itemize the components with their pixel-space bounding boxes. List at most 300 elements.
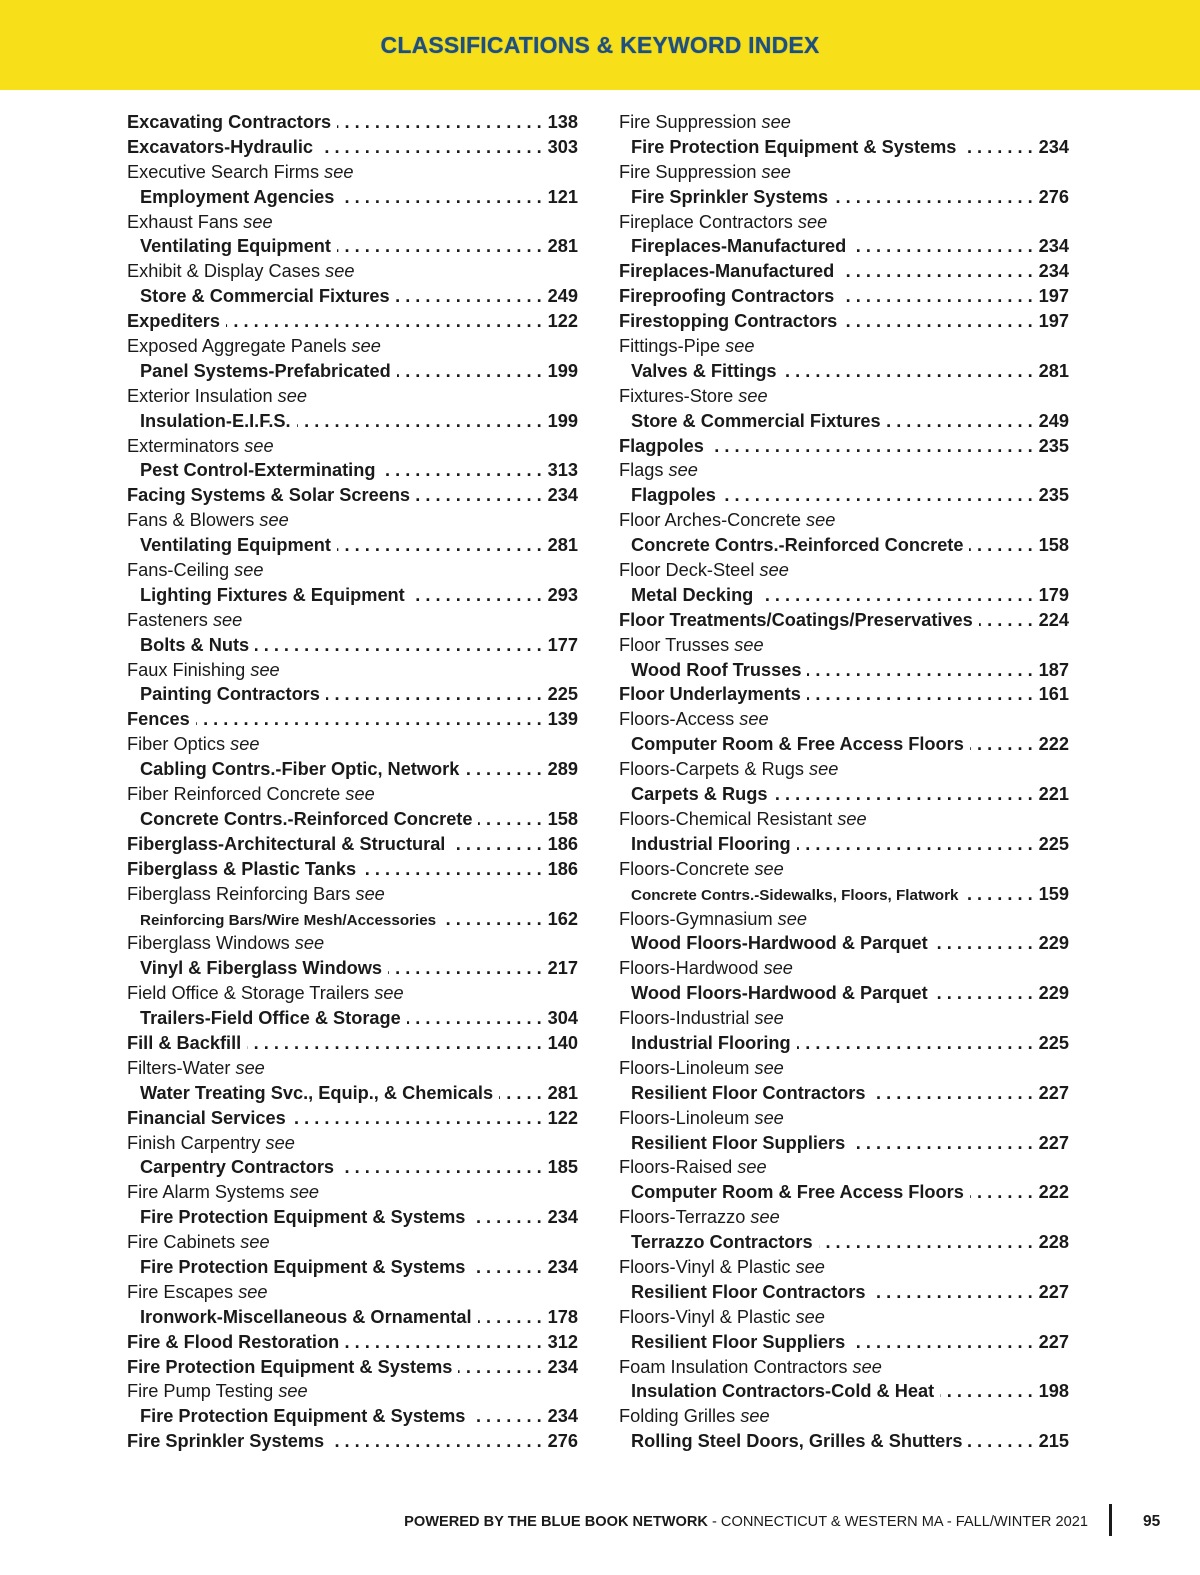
dot-leader bbox=[940, 1379, 1033, 1404]
entry-label: Pest Control-Exterminating bbox=[140, 460, 376, 481]
index-see-target bbox=[619, 583, 1069, 608]
entry-page-number: 234 bbox=[547, 1356, 578, 1377]
index-cross-reference bbox=[619, 1355, 1069, 1380]
see-label: see bbox=[806, 510, 836, 531]
index-see-target bbox=[619, 782, 1069, 807]
index-cross-reference bbox=[127, 1230, 578, 1255]
see-label: see bbox=[212, 609, 243, 630]
index-see-target bbox=[619, 409, 1069, 434]
ref-term: Foam Insulation Contractors bbox=[619, 1356, 848, 1377]
header-banner bbox=[0, 0, 1200, 90]
index-cross-reference bbox=[619, 757, 1069, 782]
entry-label: Fill & Backfill bbox=[127, 1032, 242, 1053]
entry-page-number: 235 bbox=[1038, 485, 1069, 506]
ref-term: Fireplace Contractors bbox=[619, 211, 793, 232]
entry-page-number: 197 bbox=[1038, 286, 1069, 307]
entry-label: Valves & Fittings bbox=[631, 360, 777, 381]
index-entry bbox=[619, 608, 1069, 633]
index-cross-reference bbox=[619, 707, 1069, 732]
entry-label: Lighting Fixtures & Equipment bbox=[140, 584, 405, 605]
index-entry bbox=[127, 1429, 578, 1454]
index-see-target bbox=[619, 359, 1069, 384]
entry-label: Cabling Contrs.-Fiber Optic, Network bbox=[140, 759, 460, 780]
entry-label: Resilient Floor Suppliers bbox=[631, 1331, 846, 1352]
entry-label: Facing Systems & Solar Screens bbox=[127, 485, 411, 506]
index-cross-reference bbox=[619, 633, 1069, 658]
entry-label: Resilient Floor Suppliers bbox=[631, 1132, 846, 1153]
entry-page-number: 159 bbox=[1038, 883, 1069, 904]
see-label: see bbox=[277, 385, 307, 406]
dot-leader bbox=[388, 956, 542, 981]
index-cross-reference bbox=[619, 1106, 1069, 1131]
index-cross-reference bbox=[127, 931, 578, 956]
index-see-target bbox=[619, 483, 1069, 508]
dot-leader bbox=[840, 284, 1032, 309]
page-title: CLASSIFICATIONS & KEYWORD INDEX bbox=[380, 31, 820, 58]
ref-term: Fire Alarm Systems bbox=[127, 1182, 285, 1203]
see-label: see bbox=[294, 933, 325, 954]
index-see-target bbox=[127, 1305, 578, 1330]
index-see-target bbox=[127, 409, 578, 434]
see-label: see bbox=[351, 336, 381, 357]
ref-term: Flags bbox=[619, 460, 664, 481]
index-cross-reference bbox=[619, 160, 1069, 185]
dot-leader bbox=[319, 135, 542, 160]
footer-edition: - CONNECTICUT & WESTERN MA - FALL/WINTER 2021 bbox=[707, 1514, 1088, 1530]
see-label: see bbox=[763, 958, 793, 979]
dot-leader bbox=[340, 185, 541, 210]
index-entry bbox=[127, 707, 578, 732]
see-label: see bbox=[740, 1406, 770, 1427]
entry-label: Ironwork-Miscellaneous & Ornamental bbox=[140, 1306, 472, 1327]
entry-page-number: 235 bbox=[1038, 435, 1069, 456]
index-entry bbox=[619, 259, 1069, 284]
entry-label: Fire Sprinkler Systems bbox=[127, 1431, 325, 1452]
see-label: see bbox=[240, 1232, 270, 1253]
entry-label: Insulation-E.I.F.S. bbox=[140, 410, 291, 431]
ref-term: Exterminators bbox=[127, 435, 240, 456]
index-see-target bbox=[619, 1280, 1069, 1305]
ref-term: Floor Arches-Concrete bbox=[619, 510, 801, 531]
index-see-target bbox=[619, 1230, 1069, 1255]
ref-term: Fire Suppression bbox=[619, 161, 757, 182]
see-label: see bbox=[324, 161, 354, 182]
see-label: see bbox=[235, 1057, 265, 1078]
entry-page-number: 224 bbox=[1038, 609, 1069, 630]
dot-leader bbox=[345, 1330, 541, 1355]
index-see-target bbox=[127, 682, 578, 707]
see-label: see bbox=[668, 460, 698, 481]
index-see-target bbox=[127, 807, 578, 832]
index-see-target bbox=[619, 1180, 1069, 1205]
entry-label: Industrial Flooring bbox=[631, 833, 791, 854]
see-label: see bbox=[761, 161, 791, 182]
index-see-target bbox=[127, 185, 578, 210]
dot-leader bbox=[773, 782, 1032, 807]
entry-page-number: 276 bbox=[1038, 186, 1069, 207]
see-label: see bbox=[259, 510, 289, 531]
see-label: see bbox=[754, 1107, 784, 1128]
entry-label: Trailers-Field Office & Storage bbox=[140, 1008, 401, 1029]
dot-leader bbox=[255, 633, 542, 658]
index-entry bbox=[619, 434, 1069, 459]
see-label: see bbox=[809, 759, 839, 780]
dot-leader bbox=[851, 1330, 1032, 1355]
dot-leader bbox=[968, 1429, 1032, 1454]
index-cross-reference bbox=[619, 807, 1069, 832]
entry-page-number: 186 bbox=[547, 833, 578, 854]
ref-term: Floors-Linoleum bbox=[619, 1107, 750, 1128]
entry-page-number: 186 bbox=[547, 858, 578, 879]
entry-label: Fireplaces-Manufactured bbox=[619, 261, 835, 282]
dot-leader bbox=[247, 1031, 541, 1056]
index-see-target bbox=[127, 1205, 578, 1230]
entry-label: Reinforcing Bars/Wire Mesh/Accessories bbox=[140, 911, 437, 929]
entry-label: Floor Underlayments bbox=[619, 684, 801, 705]
entry-page-number: 234 bbox=[547, 1256, 578, 1277]
page-number: 95 bbox=[1143, 1513, 1161, 1530]
entry-page-number: 158 bbox=[547, 808, 578, 829]
entry-label: Wood Floors-Hardwood & Parquet bbox=[631, 983, 928, 1004]
dot-leader bbox=[970, 1180, 1033, 1205]
entry-page-number: 249 bbox=[547, 286, 578, 307]
entry-page-number: 222 bbox=[1038, 734, 1069, 755]
dot-leader bbox=[969, 533, 1032, 558]
dot-leader bbox=[465, 757, 541, 782]
entry-page-number: 228 bbox=[1038, 1232, 1069, 1253]
index-cross-reference bbox=[619, 1305, 1069, 1330]
entry-label: Expediters bbox=[127, 311, 220, 332]
dot-leader bbox=[471, 1205, 541, 1230]
index-cross-reference bbox=[127, 1056, 578, 1081]
index-cross-reference bbox=[127, 160, 578, 185]
dot-leader bbox=[292, 1106, 542, 1131]
entry-page-number: 162 bbox=[547, 908, 578, 929]
see-label: see bbox=[325, 261, 355, 282]
ref-term: Filters-Water bbox=[127, 1057, 231, 1078]
entry-label: Fireproofing Contractors bbox=[619, 286, 835, 307]
see-label: see bbox=[737, 1157, 767, 1178]
see-label: see bbox=[230, 734, 260, 755]
entry-label: Wood Floors-Hardwood & Parquet bbox=[631, 933, 928, 954]
entry-page-number: 122 bbox=[547, 311, 578, 332]
see-label: see bbox=[797, 211, 828, 232]
entry-label: Concrete Contrs.-Reinforced Concrete bbox=[631, 535, 964, 556]
index-cross-reference bbox=[619, 857, 1069, 882]
entry-label: Excavating Contractors bbox=[127, 112, 332, 132]
see-label: see bbox=[761, 112, 791, 132]
dot-leader bbox=[797, 1031, 1033, 1056]
see-label: see bbox=[852, 1356, 882, 1377]
see-label: see bbox=[725, 336, 755, 357]
dot-leader bbox=[710, 434, 1033, 459]
dot-leader bbox=[442, 907, 542, 932]
entry-page-number: 185 bbox=[547, 1157, 578, 1178]
see-label: see bbox=[238, 1281, 268, 1302]
index-cross-reference bbox=[619, 458, 1069, 483]
dot-leader bbox=[807, 682, 1033, 707]
entry-label: Excavators-Hydraulic bbox=[127, 136, 314, 157]
entry-page-number: 281 bbox=[547, 535, 578, 556]
dot-leader bbox=[451, 832, 541, 857]
index-see-target bbox=[619, 981, 1069, 1006]
entry-label: Painting Contractors bbox=[140, 684, 320, 705]
entry-page-number: 158 bbox=[1038, 535, 1069, 556]
entry-label: Concrete Contrs.-Reinforced Concrete bbox=[140, 808, 473, 829]
ref-term: Floors-Industrial bbox=[619, 1008, 750, 1029]
entry-page-number: 249 bbox=[1038, 410, 1069, 431]
index-cross-reference bbox=[619, 1155, 1069, 1180]
entry-label: Panel Systems-Prefabricated bbox=[140, 360, 391, 381]
index-column-left bbox=[127, 110, 578, 1454]
index-see-target bbox=[127, 1404, 578, 1429]
index-see-target bbox=[619, 1379, 1069, 1404]
index-cross-reference bbox=[127, 334, 578, 359]
ref-term: Fire Cabinets bbox=[127, 1232, 236, 1253]
index-cross-reference bbox=[127, 658, 578, 683]
ref-term: Fiberglass Windows bbox=[127, 933, 290, 954]
entry-page-number: 303 bbox=[547, 136, 578, 157]
ref-term: Exterior Insulation bbox=[127, 385, 273, 406]
dot-leader bbox=[807, 658, 1032, 683]
dot-leader bbox=[458, 1355, 541, 1380]
index-entry bbox=[127, 857, 578, 882]
dot-leader bbox=[471, 1255, 541, 1280]
footer-network: POWERED BY THE BLUE BOOK NETWORK bbox=[404, 1514, 708, 1530]
index-cross-reference bbox=[619, 110, 1069, 135]
entry-page-number: 222 bbox=[1038, 1182, 1069, 1203]
index-entry bbox=[127, 1031, 578, 1056]
index-see-target bbox=[127, 1081, 578, 1106]
index-see-target bbox=[619, 658, 1069, 683]
index-see-target bbox=[127, 1155, 578, 1180]
ref-term: Fiberglass Reinforcing Bars bbox=[127, 883, 351, 904]
index-cross-reference bbox=[619, 1205, 1069, 1230]
dot-leader bbox=[337, 533, 542, 558]
dot-leader bbox=[381, 458, 541, 483]
index-see-target bbox=[127, 533, 578, 558]
entry-label: Fire Protection Equipment & Systems bbox=[631, 136, 957, 157]
entry-page-number: 121 bbox=[547, 186, 578, 207]
entry-page-number: 227 bbox=[1038, 1281, 1069, 1302]
index-cross-reference bbox=[127, 558, 578, 583]
ref-term: Faux Finishing bbox=[127, 659, 246, 680]
index-cross-reference bbox=[127, 384, 578, 409]
entry-label: Water Treating Svc., Equip., & Chemicals bbox=[140, 1082, 494, 1103]
entry-page-number: 234 bbox=[1038, 261, 1069, 282]
entry-label: Flagpoles bbox=[631, 485, 716, 506]
dot-leader bbox=[970, 732, 1033, 757]
index-cross-reference bbox=[619, 1255, 1069, 1280]
dot-leader bbox=[407, 1006, 542, 1031]
dot-leader bbox=[851, 1131, 1032, 1156]
dot-leader bbox=[819, 1230, 1033, 1255]
index-see-target bbox=[127, 583, 578, 608]
ref-term: Fasteners bbox=[127, 609, 208, 630]
index-cross-reference bbox=[619, 558, 1069, 583]
index-cross-reference bbox=[127, 1379, 578, 1404]
entry-label: Metal Decking bbox=[631, 584, 754, 605]
dot-leader bbox=[962, 135, 1032, 160]
entry-page-number: 197 bbox=[1038, 311, 1069, 332]
see-label: see bbox=[754, 1057, 784, 1078]
index-cross-reference bbox=[127, 508, 578, 533]
dot-leader bbox=[326, 682, 542, 707]
entry-page-number: 225 bbox=[547, 684, 578, 705]
entry-page-number: 312 bbox=[547, 1331, 578, 1352]
ref-term: Floors-Concrete bbox=[619, 858, 750, 879]
entry-label: Vinyl & Fiberglass Windows bbox=[140, 958, 383, 979]
entry-label: Bolts & Nuts bbox=[140, 634, 250, 655]
dot-leader bbox=[478, 807, 541, 832]
entry-label: Carpentry Contractors bbox=[140, 1157, 335, 1178]
see-label: see bbox=[243, 211, 273, 232]
dot-leader bbox=[478, 1305, 542, 1330]
entry-page-number: 227 bbox=[1038, 1132, 1069, 1153]
ref-term: Exhibit & Display Cases bbox=[127, 261, 321, 282]
index-see-target bbox=[619, 1330, 1069, 1355]
see-label: see bbox=[345, 784, 375, 805]
dot-leader bbox=[840, 259, 1032, 284]
see-label: see bbox=[250, 659, 280, 680]
dot-leader bbox=[964, 882, 1032, 907]
index-entry bbox=[127, 832, 578, 857]
index-see-target bbox=[619, 1031, 1069, 1056]
dot-leader bbox=[934, 931, 1033, 956]
entry-page-number: 199 bbox=[547, 360, 578, 381]
dot-leader bbox=[759, 583, 1032, 608]
index-cross-reference bbox=[127, 259, 578, 284]
index-cross-reference bbox=[127, 732, 578, 757]
ref-term: Floors-Raised bbox=[619, 1157, 733, 1178]
entry-label: Firestopping Contractors bbox=[619, 311, 838, 332]
entry-page-number: 198 bbox=[1038, 1381, 1069, 1402]
entry-label: Fire Protection Equipment & Systems bbox=[140, 1256, 466, 1277]
ref-term: Exposed Aggregate Panels bbox=[127, 336, 347, 357]
dot-leader bbox=[834, 185, 1033, 210]
index-see-target bbox=[619, 135, 1069, 160]
entry-page-number: 140 bbox=[547, 1032, 578, 1053]
dot-leader bbox=[871, 1081, 1032, 1106]
entry-page-number: 281 bbox=[547, 1082, 578, 1103]
entry-page-number: 122 bbox=[547, 1107, 578, 1128]
entry-page-number: 225 bbox=[1038, 833, 1069, 854]
index-cross-reference bbox=[619, 384, 1069, 409]
index-see-target bbox=[619, 1131, 1069, 1156]
dot-leader bbox=[396, 284, 542, 309]
entry-label: Flagpoles bbox=[619, 435, 704, 456]
ref-term: Executive Search Firms bbox=[127, 161, 320, 182]
see-label: see bbox=[795, 1256, 825, 1277]
entry-label: Fences bbox=[127, 709, 190, 730]
ref-term: Fire Pump Testing bbox=[127, 1381, 274, 1402]
dot-leader bbox=[852, 234, 1032, 259]
dot-leader bbox=[226, 309, 542, 334]
entry-page-number: 199 bbox=[547, 410, 578, 431]
dot-leader bbox=[722, 483, 1033, 508]
dot-leader bbox=[196, 707, 542, 732]
entry-page-number: 229 bbox=[1038, 983, 1069, 1004]
entry-page-number: 234 bbox=[547, 485, 578, 506]
entry-label: Financial Services bbox=[127, 1107, 286, 1128]
page-footer bbox=[0, 1510, 1200, 1540]
see-label: see bbox=[374, 983, 404, 1004]
index-cross-reference bbox=[619, 334, 1069, 359]
index-see-target bbox=[127, 1255, 578, 1280]
dot-leader bbox=[797, 832, 1033, 857]
index-see-target bbox=[127, 757, 578, 782]
index-cross-reference bbox=[127, 1131, 578, 1156]
index-entry bbox=[619, 682, 1069, 707]
dot-leader bbox=[887, 409, 1033, 434]
entry-page-number: 227 bbox=[1038, 1082, 1069, 1103]
ref-term: Folding Grilles bbox=[619, 1406, 736, 1427]
index-entry bbox=[127, 135, 578, 160]
dot-leader bbox=[362, 857, 542, 882]
dot-leader bbox=[843, 309, 1032, 334]
dot-leader bbox=[934, 981, 1033, 1006]
entry-page-number: 281 bbox=[1038, 360, 1069, 381]
ref-term: Floors-Access bbox=[619, 709, 735, 730]
entry-page-number: 225 bbox=[1038, 1032, 1069, 1053]
index-column-right bbox=[619, 110, 1069, 1454]
ref-term: Fittings-Pipe bbox=[619, 336, 721, 357]
entry-page-number: 177 bbox=[547, 634, 578, 655]
see-label: see bbox=[289, 1182, 320, 1203]
dot-leader bbox=[337, 110, 541, 135]
index-cross-reference bbox=[127, 1280, 578, 1305]
index-entry bbox=[127, 1355, 578, 1380]
dot-leader bbox=[871, 1280, 1032, 1305]
dot-leader bbox=[499, 1081, 542, 1106]
see-label: see bbox=[355, 883, 385, 904]
ref-term: Floor Deck-Steel bbox=[619, 560, 755, 581]
entry-label: Floor Treatments/Coatings/Preservatives bbox=[619, 609, 973, 630]
index-see-target bbox=[127, 284, 578, 309]
entry-label: Fire & Flood Restoration bbox=[127, 1331, 340, 1352]
dot-leader bbox=[337, 234, 542, 259]
ref-term: Floor Trusses bbox=[619, 634, 730, 655]
index-see-target bbox=[127, 359, 578, 384]
entry-page-number: 234 bbox=[547, 1207, 578, 1228]
entry-page-number: 281 bbox=[547, 236, 578, 257]
index-entry bbox=[127, 309, 578, 334]
index-cross-reference bbox=[127, 782, 578, 807]
index-cross-reference bbox=[619, 1056, 1069, 1081]
entry-page-number: 161 bbox=[1038, 684, 1069, 705]
ref-term: Floors-Linoleum bbox=[619, 1057, 750, 1078]
see-label: see bbox=[278, 1381, 308, 1402]
index-cross-reference bbox=[127, 1180, 578, 1205]
ref-term: Floors-Gymnasium bbox=[619, 908, 773, 929]
index-see-target bbox=[127, 234, 578, 259]
entry-page-number: 313 bbox=[547, 460, 578, 481]
entry-label: Ventilating Equipment bbox=[140, 236, 331, 257]
dot-leader bbox=[340, 1155, 542, 1180]
index-cross-reference bbox=[619, 210, 1069, 235]
entry-label: Computer Room & Free Access Floors bbox=[631, 734, 964, 755]
index-see-target bbox=[127, 1006, 578, 1031]
entry-page-number: 138 bbox=[547, 112, 578, 132]
index-see-target bbox=[619, 234, 1069, 259]
ref-term: Fire Suppression bbox=[619, 112, 757, 132]
entry-page-number: 276 bbox=[547, 1431, 578, 1452]
entry-page-number: 234 bbox=[547, 1406, 578, 1427]
ref-term: Fans-Ceiling bbox=[127, 560, 230, 581]
entry-page-number: 304 bbox=[547, 1008, 578, 1029]
index-see-target bbox=[127, 633, 578, 658]
ref-term: Fiber Reinforced Concrete bbox=[127, 784, 341, 805]
